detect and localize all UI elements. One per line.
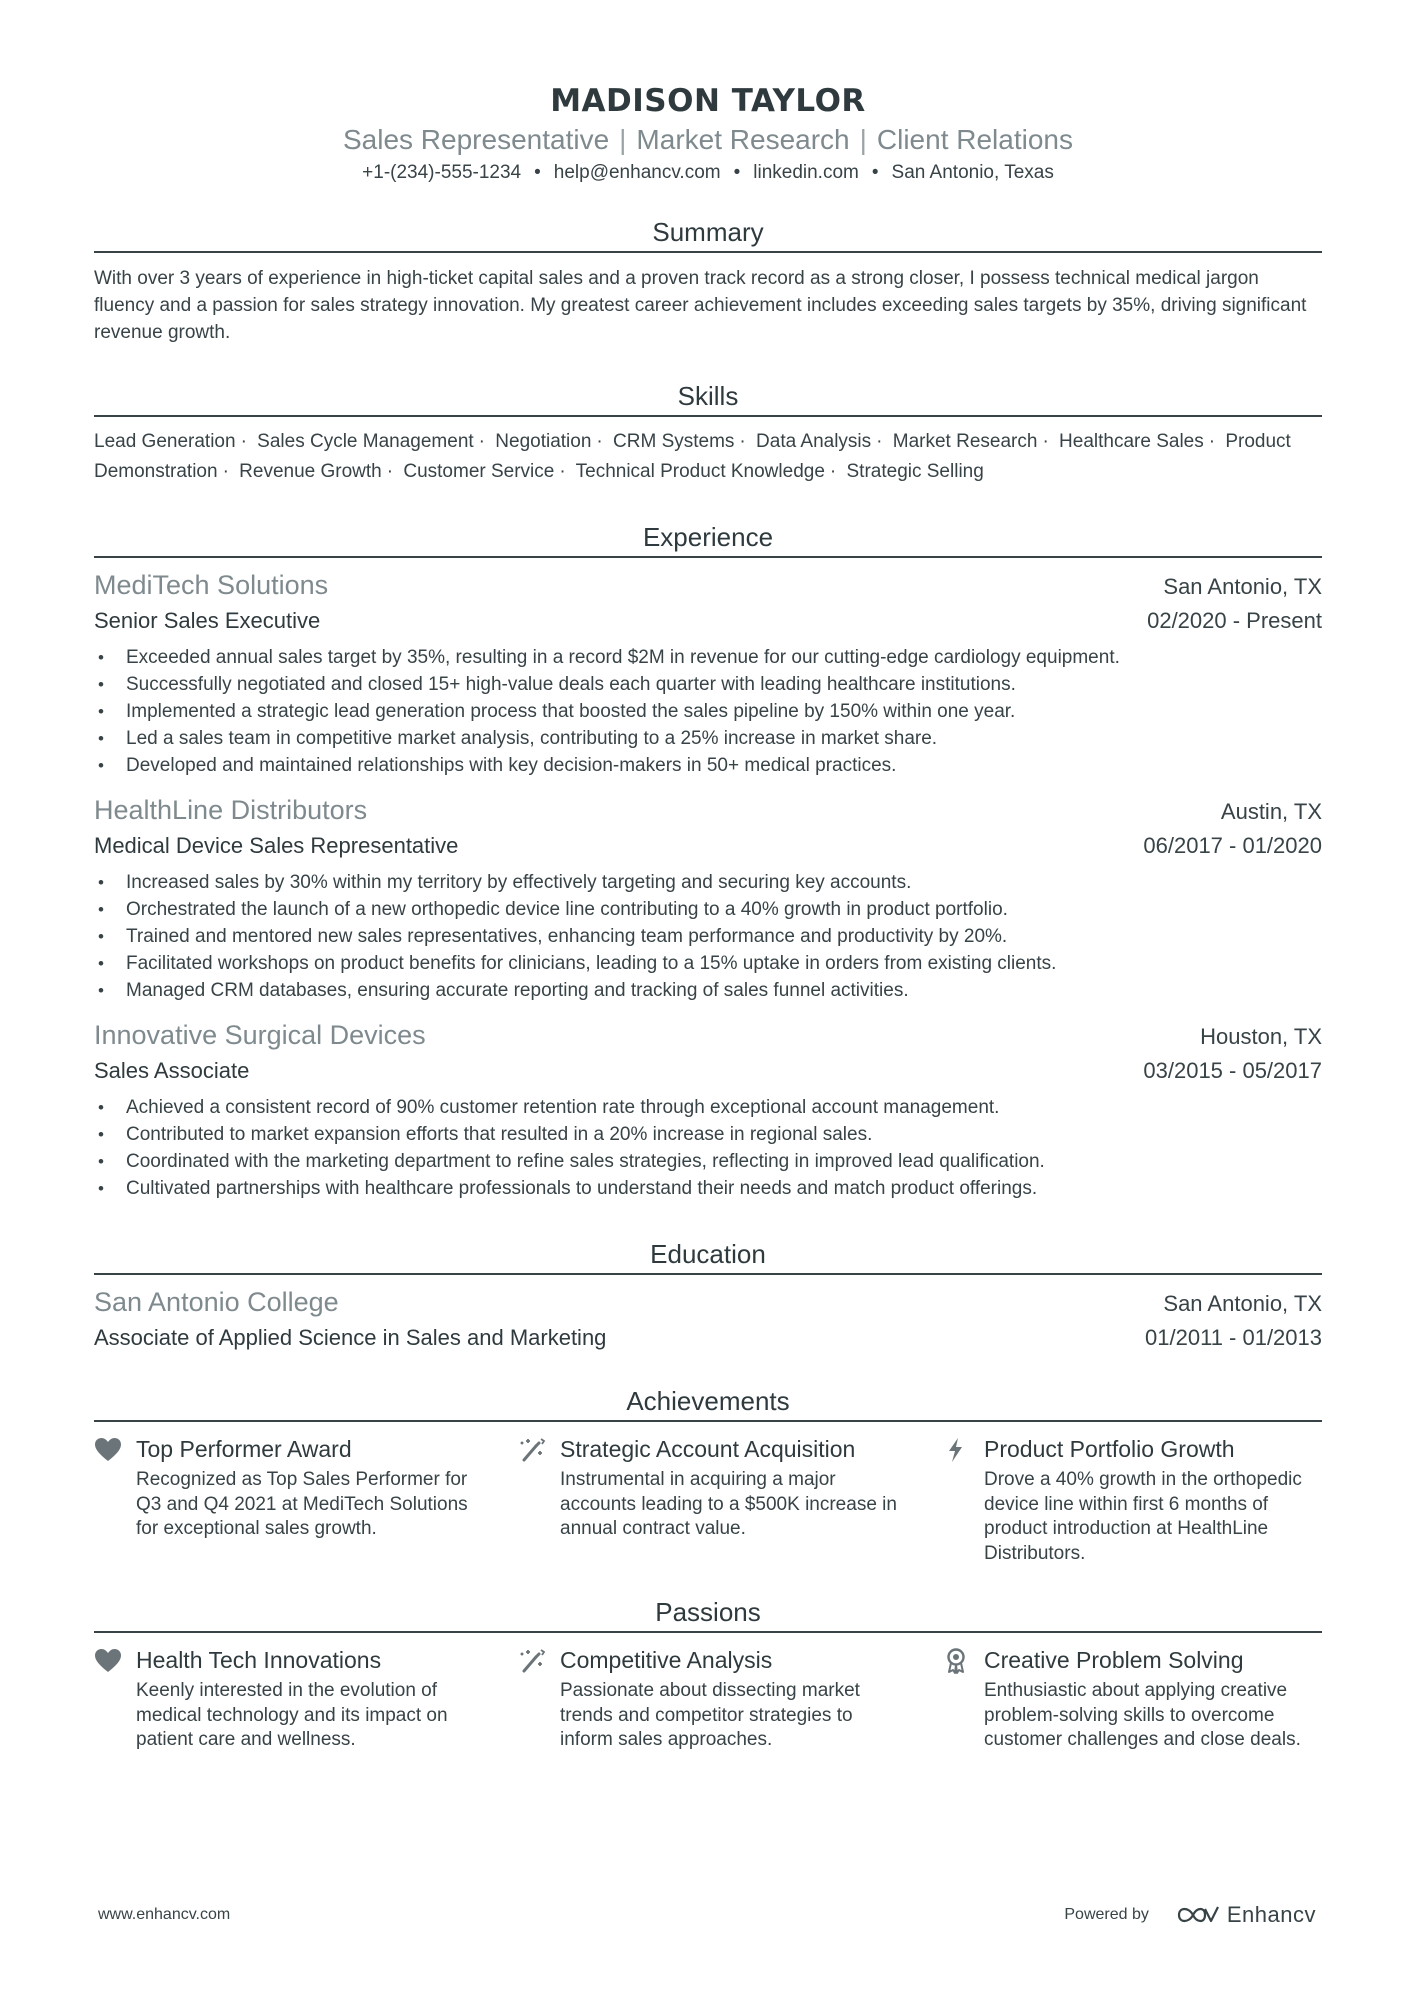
item-description: Recognized as Top Sales Performer for Q3 and Q4 2021 at MediTech Solutions for exceptional sales growth. [136, 1469, 468, 1539]
job-dates: 06/2017 - 01/2020 [1143, 833, 1322, 858]
job-bullet: • Led a sales team in competitive market analysis, contributing to a 25% increase in market share. [94, 725, 1322, 752]
passions-section [94, 1596, 1322, 1753]
contact-email[interactable]: help@enhancv.com [553, 162, 721, 183]
education-section [94, 1238, 1322, 1355]
skill-separator: · [739, 431, 746, 452]
job-location: San Antonio, TX [1163, 574, 1322, 599]
item-title: Competitive Analysis [560, 1647, 773, 1673]
item-description: Enthusiastic about applying creative problem-solving skills to overcome customer challenges and close deals. [984, 1680, 1301, 1750]
skill-separator: · [240, 431, 247, 452]
contact-separator: • [534, 162, 541, 183]
section-title: Experience [94, 521, 1322, 558]
heart-icon [94, 1436, 122, 1464]
job-bullet: • Achieved a consistent record of 90% customer retention rate through exceptional account management. [94, 1094, 1322, 1121]
skill-separator: · [596, 431, 603, 452]
item-description: Keenly interested in the evolution of medical technology and its impact on patient care and wellness. [136, 1680, 448, 1750]
contact-linkedin[interactable]: linkedin.com [753, 162, 859, 183]
item-title: Creative Problem Solving [984, 1647, 1244, 1673]
experience-section [94, 521, 1322, 1202]
passions-grid [94, 1645, 1322, 1753]
job-entry [94, 793, 1322, 1004]
skill-item: Negotiation [495, 431, 592, 452]
contact-separator: • [733, 162, 741, 183]
job-entry [94, 568, 1322, 779]
job-bullets [94, 644, 1322, 779]
wand-icon [518, 1436, 546, 1464]
skill-separator: · [559, 461, 566, 482]
summary-text: With over 3 years of experience in high-ticket capital sales and a proven track record as a strong closer, I possess technical medical jargon fluency and a passion for sales strategy innovation. My greatest career achievement includes exceeding sales targets by 35%, driving significant revenue growth. [94, 268, 1307, 343]
resume-header [94, 0, 1322, 186]
section-title: Passions [94, 1596, 1322, 1633]
brand[interactable] [1175, 1902, 1316, 1928]
heart-icon [94, 1647, 122, 1675]
enhancv-logo-icon [1175, 1903, 1221, 1927]
job-bullet: • Orchestrated the launch of a new orthopedic device line contributing to a 40% growth in product portfolio. [94, 896, 1322, 923]
job-location: Houston, TX [1200, 1024, 1322, 1049]
job-bullet: • Exceeded annual sales target by 35%, resulting in a record $2M in revenue for our cutting-edge cardiology equipment. [94, 644, 1322, 671]
job-list [94, 568, 1322, 1202]
job-bullet: • Trained and mentored new sales representatives, enhancing team performance and productivity by 20%. [94, 923, 1322, 950]
skill-item: Revenue Growth [239, 461, 382, 482]
passion-item [94, 1645, 474, 1753]
skills-section [94, 380, 1322, 487]
resume-page [94, 0, 1322, 1753]
award-icon [942, 1647, 970, 1675]
company-name: MediTech Solutions [94, 570, 329, 600]
company-name: Innovative Surgical Devices [94, 1020, 426, 1050]
skill-item: Healthcare Sales [1059, 431, 1204, 452]
job-bullet: • Cultivated partnerships with healthcare professionals to understand their needs and match product offerings. [94, 1175, 1322, 1202]
skill-separator: · [386, 461, 394, 482]
job-dates: 02/2020 - Present [1147, 608, 1322, 633]
section-title: Education [94, 1238, 1322, 1275]
school-location: San Antonio, TX [1163, 1291, 1322, 1316]
job-bullets [94, 869, 1322, 1004]
footer-website[interactable]: www.enhancv.com [98, 1906, 231, 1923]
job-bullet: • Developed and maintained relationships with key decision-makers in 50+ medical practices. [94, 752, 1322, 779]
tagline [94, 122, 1322, 158]
job-role: Senior Sales Executive [94, 608, 321, 633]
item-title: Strategic Account Acquisition [560, 1436, 856, 1462]
page-footer [98, 1902, 1316, 1928]
lightning-icon [942, 1436, 970, 1464]
school-name: San Antonio College [94, 1287, 339, 1317]
skill-item: Lead Generation [94, 431, 236, 452]
company-name: HealthLine Distributors [94, 795, 368, 825]
job-bullet: • Increased sales by 30% within my territory by effectively targeting and securing key accounts. [94, 869, 1322, 896]
tagline-item: Sales Representative [342, 124, 610, 155]
skill-separator: · [222, 461, 229, 482]
item-title: Product Portfolio Growth [984, 1436, 1235, 1462]
contact-location: San Antonio, Texas [891, 162, 1054, 183]
skill-item: Data Analysis [756, 431, 872, 452]
skill-separator: · [478, 431, 485, 452]
education-dates: 01/2011 - 01/2013 [1145, 1325, 1322, 1350]
item-description: Passionate about dissecting market trends and competitor strategies to inform sales approaches. [560, 1680, 860, 1750]
education-entry [94, 1285, 1322, 1355]
contact-separator: • [871, 162, 879, 183]
tagline-separator: | [619, 124, 627, 155]
powered-by [1064, 1902, 1316, 1928]
skill-separator: · [829, 461, 837, 482]
achievements-section [94, 1385, 1322, 1566]
brand-name: Enhancv [1226, 1902, 1316, 1927]
item-title: Top Performer Award [136, 1436, 352, 1462]
passion-item [942, 1645, 1322, 1753]
contact-line [94, 160, 1322, 186]
candidate-name: MADISON TAYLOR [550, 83, 866, 119]
section-title: Skills [94, 380, 1322, 417]
job-bullet: • Managed CRM databases, ensuring accurate reporting and tracking of sales funnel activities. [94, 977, 1322, 1004]
summary-section [94, 216, 1322, 346]
item-title: Health Tech Innovations [136, 1647, 382, 1673]
skill-item: Technical Product Knowledge [575, 461, 825, 482]
skills-list [94, 427, 1322, 487]
wand-icon [518, 1647, 546, 1675]
job-role: Sales Associate [94, 1058, 250, 1083]
job-location: Austin, TX [1220, 799, 1322, 824]
tagline-separator: | [859, 124, 867, 155]
job-role: Medical Device Sales Representative [94, 833, 459, 858]
skill-item: Customer Service [403, 461, 555, 482]
tagline-item: Client Relations [876, 124, 1073, 155]
job-dates: 03/2015 - 05/2017 [1143, 1058, 1322, 1083]
item-description: Drove a 40% growth in the orthopedic device line within first 6 months of product introduction at HealthLine Distributors. [984, 1469, 1302, 1564]
job-bullets [94, 1094, 1322, 1202]
skill-item: CRM Systems [613, 431, 735, 452]
degree: Associate of Applied Science in Sales and Marketing [94, 1325, 607, 1350]
skill-item: Sales Cycle Management [257, 431, 474, 452]
job-bullet: • Facilitated workshops on product benefits for clinicians, leading to a 15% uptake in orders from existing clients. [94, 950, 1322, 977]
section-title: Summary [94, 216, 1322, 253]
contact-phone: +1-(234)-555-1234 [362, 162, 522, 183]
passion-item [518, 1645, 898, 1753]
skill-item: Market Research [892, 431, 1038, 452]
achievement-item [94, 1434, 474, 1566]
job-bullet: • Coordinated with the marketing department to refine sales strategies, reflecting in improved lead qualification. [94, 1148, 1322, 1175]
item-description: Instrumental in acquiring a major accounts leading to a $500K increase in annual contract value. [560, 1469, 897, 1539]
skill-item: Strategic Selling [846, 461, 984, 482]
job-entry [94, 1018, 1322, 1202]
skill-item: Product Demonstration [94, 431, 1291, 482]
powered-by-label: Powered by [1064, 1906, 1149, 1923]
job-bullet: • Contributed to market expansion efforts that resulted in a 20% increase in regional sales. [94, 1121, 1322, 1148]
achievement-item [942, 1434, 1322, 1566]
job-bullet: • Successfully negotiated and closed 15+ high-value deals each quarter with leading healthcare institutions. [94, 671, 1322, 698]
tagline-item: Market Research [636, 124, 850, 155]
skill-separator: · [1208, 431, 1216, 452]
job-bullet: • Implemented a strategic lead generation process that boosted the sales pipeline by 150% within one year. [94, 698, 1322, 725]
section-title: Achievements [94, 1385, 1322, 1422]
achievement-item [518, 1434, 898, 1566]
achievements-grid [94, 1434, 1322, 1566]
skill-separator: · [876, 431, 883, 452]
skill-separator: · [1042, 431, 1049, 452]
